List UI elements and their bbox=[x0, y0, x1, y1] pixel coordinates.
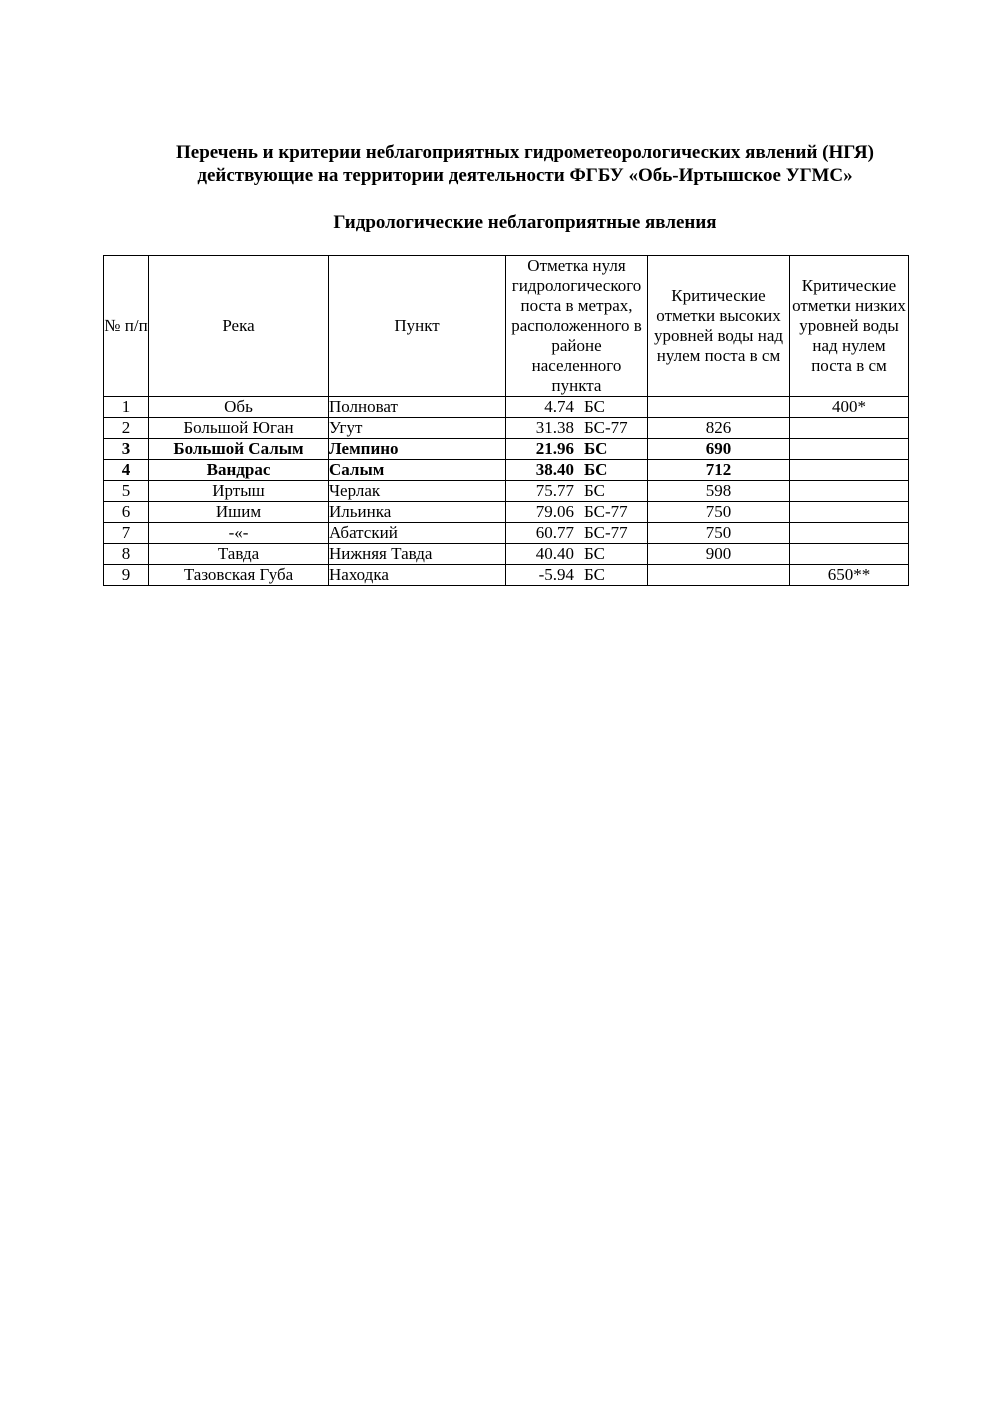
table-row bbox=[104, 418, 909, 439]
cell-num: 4 bbox=[104, 460, 149, 481]
zero-system: БС-77 bbox=[584, 523, 628, 542]
cell-num: 3 bbox=[104, 439, 149, 460]
table-row bbox=[104, 565, 909, 586]
zero-system: БС bbox=[584, 397, 605, 416]
cell-num: 5 bbox=[104, 481, 149, 502]
zero-value: 79.06 bbox=[535, 502, 574, 521]
cell-zero-mark bbox=[506, 565, 648, 586]
table-row bbox=[104, 460, 909, 481]
cell-high-level: 750 bbox=[648, 523, 790, 544]
table-row bbox=[104, 481, 909, 502]
cell-point: Абатский bbox=[329, 523, 506, 544]
cell-zero-mark bbox=[506, 397, 648, 418]
cell-zero-mark bbox=[506, 418, 648, 439]
cell-num: 8 bbox=[104, 544, 149, 565]
table-row bbox=[104, 439, 909, 460]
cell-zero-mark bbox=[506, 544, 648, 565]
header-high-levels: Критические отметки высоких уровней воды над нулем поста в см bbox=[648, 256, 790, 397]
cell-high-level: 712 bbox=[648, 460, 790, 481]
cell-river: -«- bbox=[149, 523, 329, 544]
table-row bbox=[104, 544, 909, 565]
cell-point: Ильинка bbox=[329, 502, 506, 523]
title-line-2: действующие на территории деятельности ФГБУ «Обь-Иртышское УГМС» bbox=[197, 165, 853, 186]
zero-system: БС bbox=[584, 544, 605, 563]
cell-point: Салым bbox=[329, 460, 506, 481]
cell-river: Тазовская Губа bbox=[149, 565, 329, 586]
zero-value: 60.77 bbox=[535, 523, 574, 542]
cell-high-level bbox=[648, 565, 790, 586]
table-body bbox=[104, 397, 909, 586]
section-subtitle: Гидрологические неблагоприятные явления bbox=[333, 212, 717, 233]
cell-low-level: 400* bbox=[790, 397, 909, 418]
cell-point: Угут bbox=[329, 418, 506, 439]
cell-num: 2 bbox=[104, 418, 149, 439]
cell-zero-mark bbox=[506, 481, 648, 502]
zero-value: 21.96 bbox=[535, 439, 574, 458]
table-row bbox=[104, 397, 909, 418]
cell-high-level: 900 bbox=[648, 544, 790, 565]
cell-zero-mark bbox=[506, 502, 648, 523]
cell-point: Лемпино bbox=[329, 439, 506, 460]
cell-point: Полноват bbox=[329, 397, 506, 418]
table-header-row bbox=[104, 256, 909, 397]
cell-zero-mark bbox=[506, 523, 648, 544]
cell-num: 6 bbox=[104, 502, 149, 523]
zero-value: 38.40 bbox=[535, 460, 574, 479]
zero-system: БС bbox=[584, 460, 608, 479]
header-river: Река bbox=[149, 256, 329, 397]
cell-low-level: 650** bbox=[790, 565, 909, 586]
cell-num: 7 bbox=[104, 523, 149, 544]
cell-num: 1 bbox=[104, 397, 149, 418]
header-num: № п/п bbox=[104, 256, 149, 397]
cell-river: Иртыш bbox=[149, 481, 329, 502]
cell-low-level bbox=[790, 418, 909, 439]
header-point: Пункт bbox=[329, 256, 506, 397]
zero-value: 75.77 bbox=[535, 481, 574, 500]
cell-high-level: 690 bbox=[648, 439, 790, 460]
zero-system: БС bbox=[584, 481, 605, 500]
cell-low-level bbox=[790, 523, 909, 544]
cell-point: Черлак bbox=[329, 481, 506, 502]
cell-num: 9 bbox=[104, 565, 149, 586]
cell-river: Ишим bbox=[149, 502, 329, 523]
cell-high-level: 598 bbox=[648, 481, 790, 502]
zero-value: 40.40 bbox=[535, 544, 574, 563]
zero-system: БС bbox=[584, 439, 608, 458]
cell-river: Вандрас bbox=[149, 460, 329, 481]
cell-point: Находка bbox=[329, 565, 506, 586]
header-zero-mark: Отметка нуля гидрологического поста в метрах, расположенного в районе населенного пункта bbox=[506, 256, 648, 397]
cell-low-level bbox=[790, 439, 909, 460]
zero-value: -5.94 bbox=[538, 565, 574, 584]
zero-system: БС-77 bbox=[584, 418, 628, 437]
cell-river: Большой Салым bbox=[149, 439, 329, 460]
zero-system: БС-77 bbox=[584, 502, 628, 521]
cell-high-level: 750 bbox=[648, 502, 790, 523]
cell-high-level bbox=[648, 397, 790, 418]
cell-point: Нижняя Тавда bbox=[329, 544, 506, 565]
cell-river: Обь bbox=[149, 397, 329, 418]
hydro-phenomena-table bbox=[103, 255, 909, 586]
cell-low-level bbox=[790, 544, 909, 565]
cell-low-level bbox=[790, 502, 909, 523]
header-low-levels: Критические отметки низких уровней воды над нулем поста в см bbox=[790, 256, 909, 397]
zero-system: БС bbox=[584, 565, 605, 584]
cell-river: Тавда bbox=[149, 544, 329, 565]
cell-zero-mark bbox=[506, 460, 648, 481]
table-row bbox=[104, 502, 909, 523]
table-row bbox=[104, 523, 909, 544]
document-title bbox=[120, 141, 930, 187]
cell-low-level bbox=[790, 460, 909, 481]
cell-high-level: 826 bbox=[648, 418, 790, 439]
zero-value: 4.74 bbox=[544, 397, 574, 416]
cell-low-level bbox=[790, 481, 909, 502]
cell-zero-mark bbox=[506, 439, 648, 460]
cell-river: Большой Юган bbox=[149, 418, 329, 439]
title-line-1: Перечень и критерии неблагоприятных гидрометеорологических явлений (НГЯ) bbox=[176, 142, 874, 163]
zero-value: 31.38 bbox=[535, 418, 574, 437]
